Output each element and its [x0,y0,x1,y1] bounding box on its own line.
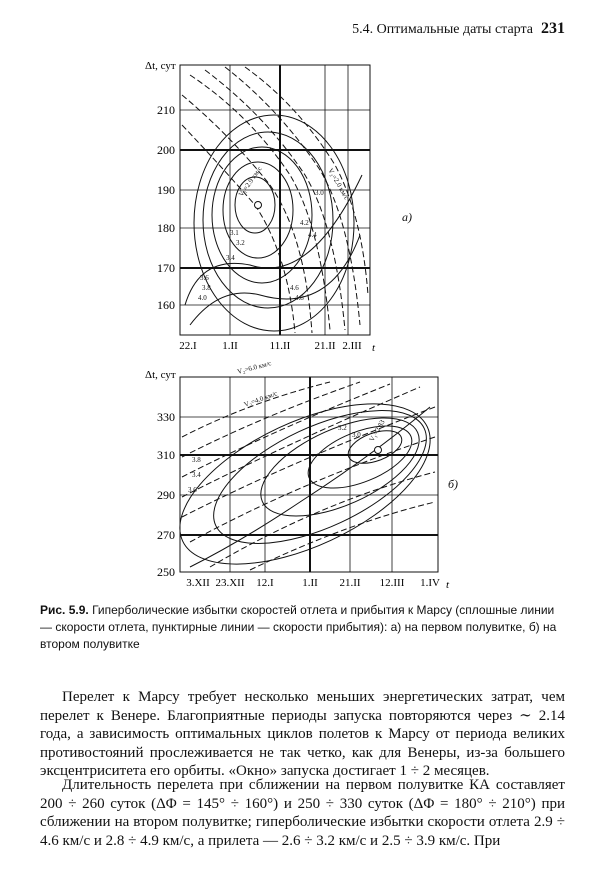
figure-b-panel-label: б) [448,477,459,491]
figure-b-frame [180,377,438,572]
svg-text:1.II: 1.II [222,340,238,352]
figure-b-optimum-marker [375,447,382,454]
svg-text:V₂=4.0 км/с: V₂=4.0 км/с [242,389,279,409]
svg-text:3.1: 3.1 [230,229,239,237]
svg-text:3.8: 3.8 [192,456,201,464]
caption-text: Гиперболические избытки скоростей отлета и прибытия к Марсу (сплошные линии — скорости отлета, пунктирные линии — скорости прибытия): а) на первом полувитке, б) на втором полувитке [40,603,557,651]
svg-text:21.II: 21.II [339,577,361,589]
figure-a-x-label: t [372,342,376,354]
svg-text:330: 330 [157,410,175,424]
svg-text:310: 310 [157,448,175,462]
figure-a-y-ticks [157,103,175,312]
svg-text:160: 160 [157,298,175,312]
figure-b-x-label: t [446,579,450,591]
svg-text:3.0: 3.0 [352,431,361,439]
figure-a-solid-contours [185,115,362,331]
figure-a-panel-label: а) [402,210,412,224]
figure-a [130,55,450,365]
figure-b-x-ticks [186,577,440,589]
svg-text:1.IV: 1.IV [420,577,440,589]
svg-text:170: 170 [157,261,175,275]
figure-b [130,362,460,597]
svg-text:V₂=6.0 км/с: V₂=6.0 км/с [236,362,273,376]
svg-text:200: 200 [157,143,175,157]
svg-text:V₁=2.83: V₁=2.83 [367,418,387,443]
svg-text:V₁=2.9 км/с: V₁=2.9 км/с [237,165,264,199]
svg-text:3.2: 3.2 [338,424,347,432]
svg-text:270: 270 [157,528,175,542]
running-header [330,20,565,38]
svg-text:4.6: 4.6 [290,284,299,292]
svg-text:190: 190 [157,183,175,197]
svg-text:12.III: 12.III [379,577,405,589]
svg-text:4.2: 4.2 [300,219,309,227]
svg-text:3.0: 3.0 [315,189,324,197]
svg-text:23.XII: 23.XII [215,577,245,589]
caption-prefix: Рис. 5.9. [40,603,89,617]
svg-text:3.8: 3.8 [202,284,211,292]
svg-text:12.I: 12.I [256,577,274,589]
svg-text:180: 180 [157,221,175,235]
svg-text:210: 210 [157,103,175,117]
page-number: 231 [541,20,565,37]
paragraph-1: Перелет к Марсу требует несколько меньших энергетических затрат, чем перелет к Венере. Благоприятные периоды запуска повторяются через ∼ 2.14 года, а зависимость оптимальных циклов полетов к Марсу от периода великих противостояний прослеживается не так четко, как для Венеры, из-за большего эксцентриситета его орбиты. «Окно» запуска достигает 1 ÷ 2 месяцев. [40,689,565,779]
svg-text:3.2: 3.2 [236,239,245,247]
svg-text:3.6: 3.6 [188,486,197,494]
svg-text:3.XII: 3.XII [186,577,210,589]
svg-text:1.II: 1.II [302,577,318,589]
figure-b-plot [130,362,460,597]
figure-b-solid-contours [156,371,453,597]
svg-text:V₂=2.0 км/с: V₂=2.0 км/с [326,167,351,202]
svg-text:290: 290 [157,488,175,502]
figure-caption [40,602,565,653]
svg-text:4.8: 4.8 [295,294,304,302]
figure-a-x-ticks [179,340,362,352]
figure-a-optimum-marker [255,202,262,209]
svg-text:3.4: 3.4 [192,471,201,479]
paragraph-2: Длительность перелета при сближении на первом полувитке КА составляет 200 ÷ 260 суток (ΔΦ = 145° ÷ 160°) и 250 ÷ 330 суток (ΔΦ = 180° ÷ 210°) при сближении на втором полувитке; гиперболические избытки скорости отлета 2.9 ÷ 4.6 км/с и 2.8 ÷ 4.9 км/с, а прилета — 2.6 ÷ 3.2 км/с и 2.5 ÷ 3.9 км/с. При [40,777,565,849]
svg-text:4.4: 4.4 [308,231,317,239]
section-title: 5.4. Оптимальные даты старта [352,22,533,37]
svg-text:3.4: 3.4 [226,254,235,262]
svg-text:4.0: 4.0 [198,294,207,302]
svg-text:11.II: 11.II [269,340,291,352]
figure-b-y-ticks [157,410,175,579]
figure-b-y-label: Δt, сут [145,369,176,381]
figure-b-contour-labels [188,362,387,494]
svg-text:250: 250 [157,565,175,579]
figure-a-y-label: Δt, сут [145,60,176,72]
svg-text:2.III: 2.III [342,340,362,352]
svg-text:3.6: 3.6 [200,274,209,282]
svg-text:22.I: 22.I [179,340,197,352]
svg-text:21.II: 21.II [314,340,336,352]
